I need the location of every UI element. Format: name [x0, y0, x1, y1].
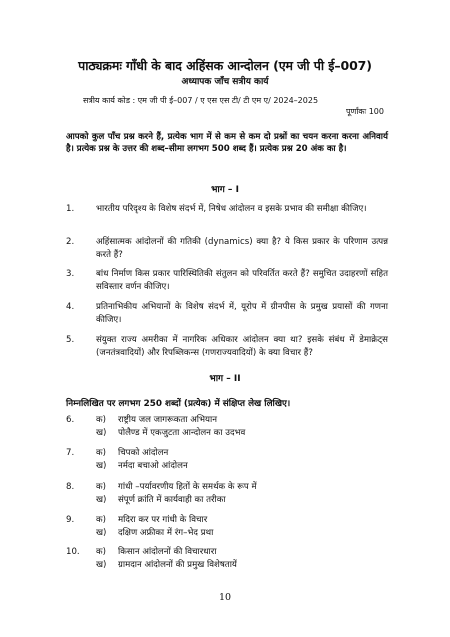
sub-item-text: मदिरा कर पर गांधी के विचार	[118, 515, 208, 525]
sub-item-label: ख)	[96, 528, 107, 538]
sub-item-text: नर्मदा बचाओ आंदोलन	[118, 461, 188, 471]
question-number: 2.	[66, 237, 75, 247]
sub-item-label: ख)	[96, 461, 107, 471]
sub-item-text: संपूर्ण क्रांति में कार्यवाही का तरीका	[118, 495, 226, 505]
sub-item-b	[96, 460, 388, 473]
sub-item-b	[96, 427, 388, 440]
sub-item-a	[96, 447, 388, 460]
assignment-code: सत्रीय कार्य कोड : एम जी पी ई–007 / ए एस एस टी/ टी एम ए/ 2024–2025	[83, 96, 319, 105]
question-number: 6.	[66, 415, 75, 425]
total-marks: पूर्णांकः 100	[346, 107, 384, 116]
sub-item-a	[96, 546, 388, 559]
part-2-instruction: निम्नलिखित पर लगभग 250 शब्दों (प्रत्येक) में संक्षिप्त लेख लिखिए।	[66, 399, 291, 409]
sub-item-text: किसान आंदोलनों की विचारधारा	[118, 547, 217, 557]
question-text: भारतीय परिदृश्य के विशेष संदर्भ में, निषेध आंदोलन व इसके प्रभाव की समीक्षा कीजिए।	[96, 204, 367, 214]
part-2-heading: भाग – II	[209, 374, 241, 384]
sub-item-label: क)	[96, 515, 106, 525]
sub-item-text: चिपको आंदोलन	[118, 448, 169, 458]
sub-item-b	[96, 494, 388, 507]
part-1-heading: भाग – I	[211, 185, 239, 195]
question-number: 8.	[66, 482, 75, 492]
question-text: प्रतिनाभिकीय अभियानों के विशेष संदर्भ में, यूरोप में ग्रीनपीस के प्रमुख प्रयासों की गणना कीजिए।	[96, 302, 388, 325]
sub-item-text: गांधी –पर्यावरणीय हितों के समर्थक के रूप में	[118, 482, 257, 492]
general-instructions: आपको कुल पाँच प्रश्न करने हैं, प्रत्येक भाग में से कम से कम दो प्रश्नों का चयन करना करना अनिवार्य है। प्रत्येक प्रश्न के उत्तर की शब्द–सीमा लगभग 500 शब्द हैं। प्रत्येक प्रश्न 20 अंक का है।	[66, 132, 388, 154]
question-number: 5.	[66, 335, 75, 345]
assignment-subtitle: अध्यापक जाँच सत्रीय कार्य	[181, 77, 269, 87]
sub-item-label: क)	[96, 415, 106, 425]
sub-item-text: दक्षिण अफ्रीका में रंग–भेद प्रथा	[118, 528, 214, 538]
sub-item-b	[96, 559, 388, 572]
question-number: 4.	[66, 302, 75, 312]
sub-item-label: ख)	[96, 495, 107, 505]
sub-item-label: ख)	[96, 560, 107, 570]
sub-item-a	[96, 514, 388, 527]
sub-item-a	[96, 481, 388, 494]
question-number: 10.	[66, 547, 80, 557]
sub-item-label: ख)	[96, 428, 107, 438]
question-text: संयुक्त राज्य अमरीका में नागरिक अधिकार आंदोलन क्या था? इसके संबंध में डेमाक्रेट्स (जनतंत्रवादियों) और रिपब्लिकन्स (गणराज्यवादियों) के क्या विचार हैं?	[96, 335, 388, 358]
question-number: 7.	[66, 448, 75, 458]
sub-item-text: राष्ट्रीय जल जागरूकता अभियान	[118, 415, 218, 425]
question-number: 1.	[66, 204, 75, 214]
question-text: अहिंसात्मक आंदोलनों की गतिकी (dynamics) क्या है? ये किस प्रकार के परिणाम उत्पन्न करते हैं?	[96, 237, 388, 260]
course-title: पाठ्यक्रमः गाँधी के बाद अहिंसक आन्दोलन (एम जी पी ई–007)	[78, 58, 372, 73]
question-number: 9.	[66, 515, 75, 525]
sub-item-label: क)	[96, 482, 106, 492]
question-text: बांध निर्माण किस प्रकार पारिस्थितिकी संतुलन को परिवर्तित करते हैं? समुचित उदाहरणों सहित सविस्तार वर्णन कीजिए।	[96, 269, 388, 292]
page-number: 10	[218, 592, 232, 603]
sub-item-label: क)	[96, 547, 106, 557]
sub-item-a	[96, 414, 388, 427]
sub-item-b	[96, 527, 388, 540]
sub-item-label: क)	[96, 448, 106, 458]
sub-item-text: ग्रामदान आंदोलनों की प्रमुख विशेषतायें	[118, 560, 237, 570]
question-number: 3.	[66, 269, 75, 279]
sub-item-text: पोलैण्ड में एकजुटता आन्दोलन का उदभव	[118, 428, 246, 438]
